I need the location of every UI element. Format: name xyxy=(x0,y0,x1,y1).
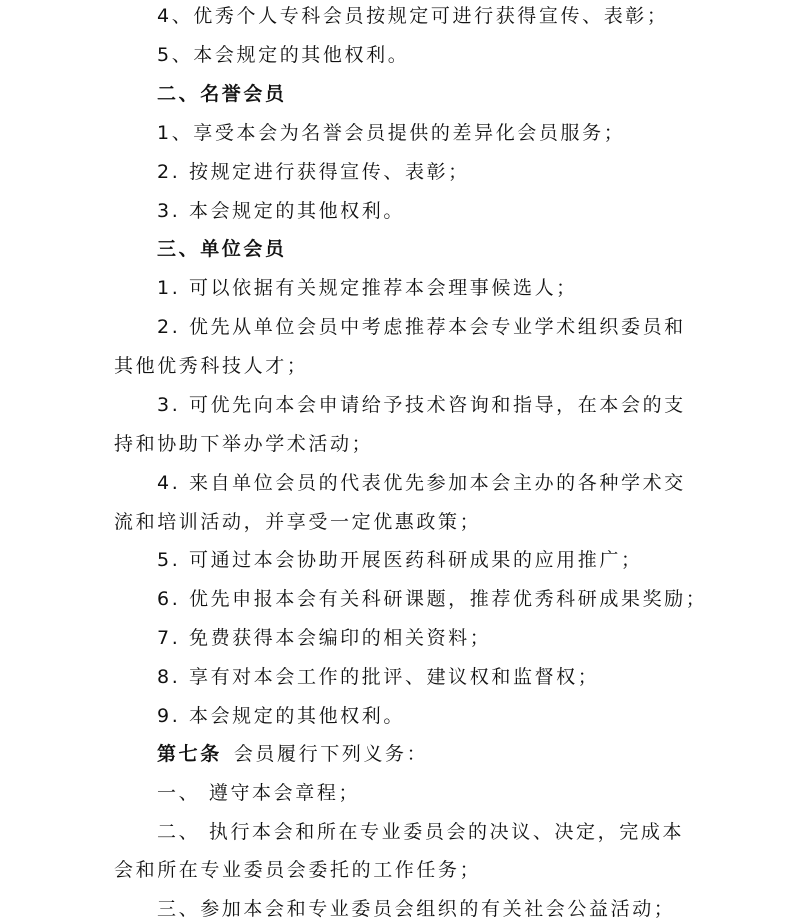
article-line xyxy=(157,742,428,766)
text-line: 三、参加本会和专业委员会组织的有关社会公益活动； xyxy=(157,898,676,920)
text-line: 一、 遵守本会章程； xyxy=(157,782,361,804)
text-line: 4、优秀个人专科会员按规定可进行获得宣传、表彰； xyxy=(157,5,669,27)
article-label: 第七条 xyxy=(157,743,222,765)
text-line: 9. 本会规定的其他权利。 xyxy=(157,705,405,727)
text-line: 5、本会规定的其他权利。 xyxy=(157,44,410,66)
section-heading: 二、名誉会员 xyxy=(157,83,287,105)
text-line: 1. 可以依据有关规定推荐本会理事候选人； xyxy=(157,277,578,299)
text-line: 二、 执行本会和所在专业委员会的决议、决定，完成本 xyxy=(157,821,685,843)
text-line: 其他优秀科技人才； xyxy=(114,355,309,377)
text-line: 1、享受本会为名誉会员提供的差异化会员服务； xyxy=(157,122,626,144)
text-line: 6. 优先申报本会有关科研课题，推荐优秀科研成果奖励； xyxy=(157,588,708,610)
text-line: 2. 优先从单位会员中考虑推荐本会专业学术组织委员和 xyxy=(157,316,686,338)
text-line: 7. 免费获得本会编印的相关资料； xyxy=(157,627,492,649)
text-line: 3. 可优先向本会申请给予技术咨询和指导，在本会的支 xyxy=(157,394,686,416)
text-line: 4. 来自单位会员的代表优先参加本会主办的各种学术交 xyxy=(157,472,686,494)
text-line: 3. 本会规定的其他权利。 xyxy=(157,200,405,222)
text-line: 会和所在专业委员会委托的工作任务； xyxy=(114,859,482,881)
text-line: 持和协助下举办学术活动； xyxy=(114,433,374,455)
text-line: 流和培训活动，并享受一定优惠政策； xyxy=(114,511,482,533)
text-line: 5. 可通过本会协助开展医药科研成果的应用推广； xyxy=(157,549,643,571)
article-text: 会员履行下列义务： xyxy=(233,743,429,765)
text-line: 8. 享有对本会工作的批评、建议权和监督权； xyxy=(157,666,600,688)
text-line: 2. 按规定进行获得宣传、表彰； xyxy=(157,161,470,183)
section-heading: 三、单位会员 xyxy=(157,238,287,260)
